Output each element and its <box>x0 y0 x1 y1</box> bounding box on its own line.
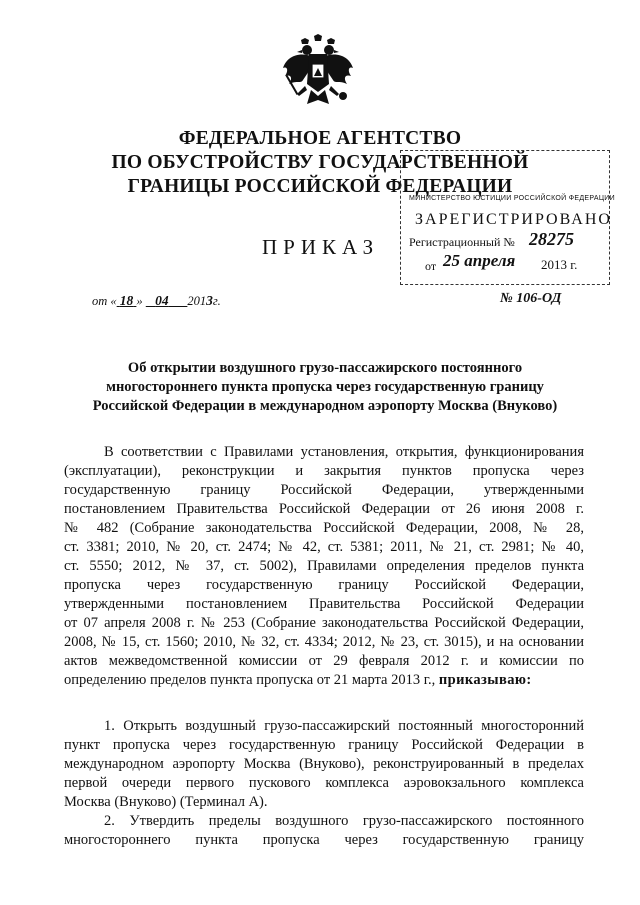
body-line: многостороннего пункта пропуска через государственную границу <box>64 832 584 848</box>
title-line-2: многостороннего пункта пропуска через государственную границу <box>106 379 544 395</box>
order-number: № 106-ОД <box>500 291 562 306</box>
body-line-last <box>64 671 584 690</box>
date-year-digit: 3 <box>206 293 213 308</box>
title-line-1: Об открытии воздушного грузо-пассажирского постоянного <box>127 360 523 376</box>
order-date <box>92 293 221 309</box>
date-suffix: г. <box>212 294 221 308</box>
body-line: постановлением Правительства Российской Федерации от 26 июня 2008 г. <box>64 501 584 517</box>
date-sep: » <box>136 294 143 308</box>
body-line: утвержденными постановлением Правительства Российской Федерации <box>64 596 584 612</box>
registration-stamp <box>400 150 615 285</box>
body-line: 1. Открыть воздушный грузо-пассажирский постоянный многосторонний <box>104 718 584 734</box>
body-line: государственную границу Российской Федерации, утвержденными <box>64 482 584 498</box>
body-line: В соответствии с Правилами установления, открытия, функционирования <box>104 444 584 460</box>
date-year-prefix: 201 <box>187 294 207 308</box>
date-month: 04 <box>155 293 169 308</box>
stamp-header: МИНИСТЕРСТВО ЮСТИЦИИ РОССИЙСКОЙ ФЕДЕРАЦИИ <box>409 195 615 202</box>
agency-line-2: ПО ОБУСТРОЙСТВУ ГОСУДАРСТВЕННОЙ <box>111 152 529 173</box>
document-title <box>60 359 590 416</box>
stamp-date: 25 апреля <box>443 251 516 270</box>
agency-line-3: ГРАНИЦЫ РОССИЙСКОЙ ФЕДЕРАЦИИ <box>127 176 513 197</box>
stamp-number: 28275 <box>529 229 574 249</box>
date-prefix: от « <box>92 294 117 308</box>
date-month-underline <box>146 294 188 308</box>
body-line: № 482 (Собрание законодательства Российской Федерации, 2008, № 28, <box>64 520 584 536</box>
body-line: ст. 3381; 2010, № 20, ст. 2474; № 42, ст. 5381; 2011, № 21, ст. 2981; № 40, <box>64 539 584 555</box>
body-line: ст. 5550; 2012, № 37, ст. 5002), Правилами определения пределов пункта <box>64 558 584 574</box>
coat-of-arms-emblem <box>281 34 355 114</box>
body-line: актов межведомственной комиссии от 29 февраля 2012 г. и комиссии по <box>64 653 584 669</box>
body-line: пропуска через государственную границу Российской Федерации, <box>64 577 584 593</box>
body-line: первой очереди первого пускового комплекса аэровокзального комплекса <box>64 775 584 791</box>
body-line: от 07 апреля 2008 г. № 253 (Собрание законодательства Российской Федерации, <box>64 615 584 631</box>
body-line: Москва (Внуково) (Терминал А). <box>64 794 268 810</box>
body-line: (эксплуатации), реконструкции и закрытия пунктов пропуска через <box>64 463 584 479</box>
body-line: 2. Утвердить пределы воздушного грузо-пассажирского постоянного <box>104 813 584 829</box>
agency-line-1: ФЕДЕРАЛЬНОЕ АГЕНТСТВО <box>178 128 462 149</box>
date-day-underline <box>117 294 137 308</box>
stamp-number-label: Регистрационный № <box>409 235 515 249</box>
stamp-year: 2013 г. <box>541 257 578 272</box>
body-text: определению пределов пункта пропуска от 21 марта 2013 г., <box>64 672 436 688</box>
document-type: ПРИКАЗ <box>262 235 380 259</box>
stamp-date-prefix: от <box>425 259 437 273</box>
body-line: 2008, № 15, ст. 1560; 2010, № 32, ст. 4334; 2012, № 23, ст. 3015), и на основании <box>64 634 584 650</box>
body-line: пункт пропуска через государственную границу Российской Федерации в <box>64 737 584 753</box>
date-day: 18 <box>119 293 134 308</box>
body-line: международном аэропорту Москва (Внуково), реконструированный в пределах <box>64 756 584 772</box>
command-word: приказываю: <box>438 672 532 688</box>
title-line-3: Российской Федерации в международном аэропорту Москва (Внуково) <box>92 398 558 414</box>
stamp-registered: ЗАРЕГИСТРИРОВАНО <box>415 211 612 228</box>
